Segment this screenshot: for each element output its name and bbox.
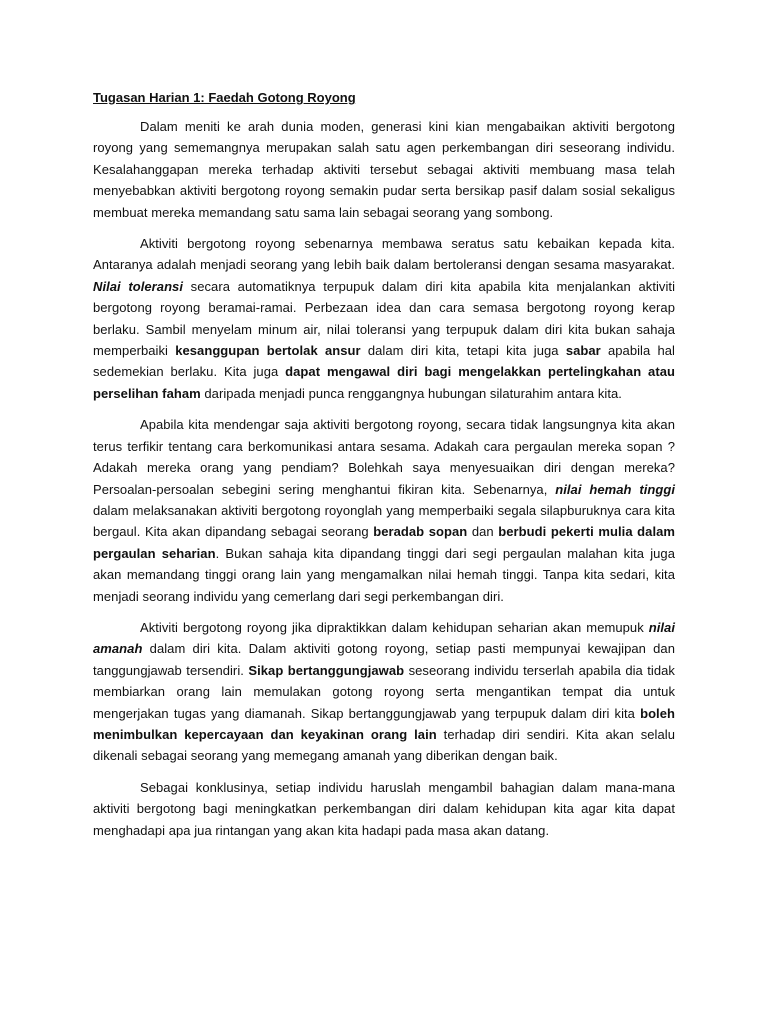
bold-emphasis: berbudi pekerti mulia dalam pergaulan seharian bbox=[93, 524, 675, 561]
bold-emphasis: beradab sopan bbox=[373, 524, 468, 540]
text-run: dalam diri kita. Dalam aktiviti gotong royong, setiap pasti mempunyai kewajipan dan tanggungjawab tersendiri. bbox=[93, 641, 675, 678]
text-run: seseorang individu terserlah apabila dia tidak membiarkan orang lain memulakan gotong royong serta mengantikan tempat dia untuk mengerjakan tugas yang diamanah. Sikap bertanggungjawab yang terpupuk dalam diri kita bbox=[93, 662, 675, 721]
text-run: dan bbox=[467, 524, 499, 540]
bold-emphasis: sabar bbox=[565, 343, 601, 359]
text-run: dalam melaksanakan aktiviti bergotong royonglah yang memperbaiki segala silapburuknya cara kita bergaul. Kita akan dipandang sebagai seorang bbox=[93, 502, 675, 540]
paragraph-4 bbox=[93, 617, 675, 767]
bold-italic-emphasis: Nilai toleransi bbox=[93, 278, 184, 294]
bold-italic-emphasis: nilai hemah tinggi bbox=[555, 481, 675, 497]
bold-emphasis: dapat mengawal diri bagi mengelakkan pertelingkahan atau perselihan faham bbox=[93, 364, 675, 401]
text-run: daripada menjadi punca renggangnya hubungan silaturahim antara kita. bbox=[200, 385, 622, 401]
text-run: terhadap diri sendiri. Kita akan selalu dikenali sebagai seorang yang memegang amanah yang diberikan dengan baik. bbox=[93, 726, 675, 764]
paragraph-5 bbox=[93, 777, 675, 841]
paragraph-2 bbox=[93, 233, 675, 404]
text-run: Aktiviti bergotong royong jika dipraktikkan dalam kehidupan seharian akan memupuk bbox=[140, 619, 649, 635]
paragraph-1 bbox=[93, 116, 675, 223]
text-run: Dalam meniti ke arah dunia moden, generasi kini kian mengabaikan aktiviti bergotong royong yang sememangnya merupakan salah satu agen perkembangan diri seseorang individu. Kesalahanggapan mereka terhadap aktiviti tersebut sebagai aktiviti membuang masa telah menyebabkan aktiviti bergotong royong semakin pudar serta bersikap pasif dalam sosial sekaligus membuat mereka memandang satu sama lain sebagai seorang yang sombong. bbox=[93, 119, 675, 220]
paragraph-3 bbox=[93, 414, 675, 607]
text-run: Aktiviti bergotong royong sebenarnya membawa seratus satu kebaikan kepada kita. Antaranya adalah menjadi seorang yang lebih baik dalam bertoleransi dengan sesama masyarakat. bbox=[93, 236, 675, 273]
text-run: secara automatiknya terpupuk dalam diri kita apabila kita menjalankan aktiviti bergotong royong beramai-ramai. Perbezaan idea dan cara semasa bergotong royong kerap berlaku. Sambil menyelam minum air, nilai toleransi yang terpupuk dalam diri kita bukan sahaja memperbaiki bbox=[93, 278, 676, 359]
bold-emphasis: boleh menimbulkan kepercayaan dan keyakinan orang lain bbox=[93, 705, 675, 742]
text-run: . Bukan sahaja kita dipandang tinggi dari segi pergaulan malahan kita juga akan memandang tinggi orang lain yang mengamalkan nilai hemah tinggi. Tanpa kita sedari, kita menjadi seorang individu yang cemerlang dari segi perkembangan diri. bbox=[93, 545, 675, 604]
bold-emphasis: kesanggupan bertolak ansur bbox=[175, 343, 361, 359]
text-run: Apabila kita mendengar saja aktiviti bergotong royong, secara tidak langsungnya kita akan terus terfikir tentang cara berkomunikasi antara sesama. Adakah cara pergaulan mereka sopan ? Adakah mereka orang yang pendiam? Bolehkah saya menyesuaikan diri dengan mereka? Persoalan-persoalan sebegini sering menghantui fikiran kita. Sebenarnya, bbox=[93, 417, 675, 497]
document-title: Tugasan Harian 1: Faedah Gotong Royong bbox=[93, 90, 356, 105]
text-run: Sebagai konklusinya, setiap individu haruslah mengambil bahagian dalam mana-mana aktiviti bergotong bagi meningkatkan perkembangan diri dalam kehidupan kita agar kita dapat menghadapi apa jua rintangan yang akan kita hadapi pada masa akan datang. bbox=[93, 779, 675, 838]
bold-italic-emphasis: nilai amanah bbox=[93, 619, 675, 657]
text-run: apabila hal sedemekian berlaku. Kita juga bbox=[93, 343, 675, 380]
document-body bbox=[93, 116, 675, 841]
text-run: dalam diri kita, tetapi kita juga bbox=[360, 343, 566, 359]
bold-emphasis: Sikap bertanggungjawab bbox=[248, 662, 405, 678]
